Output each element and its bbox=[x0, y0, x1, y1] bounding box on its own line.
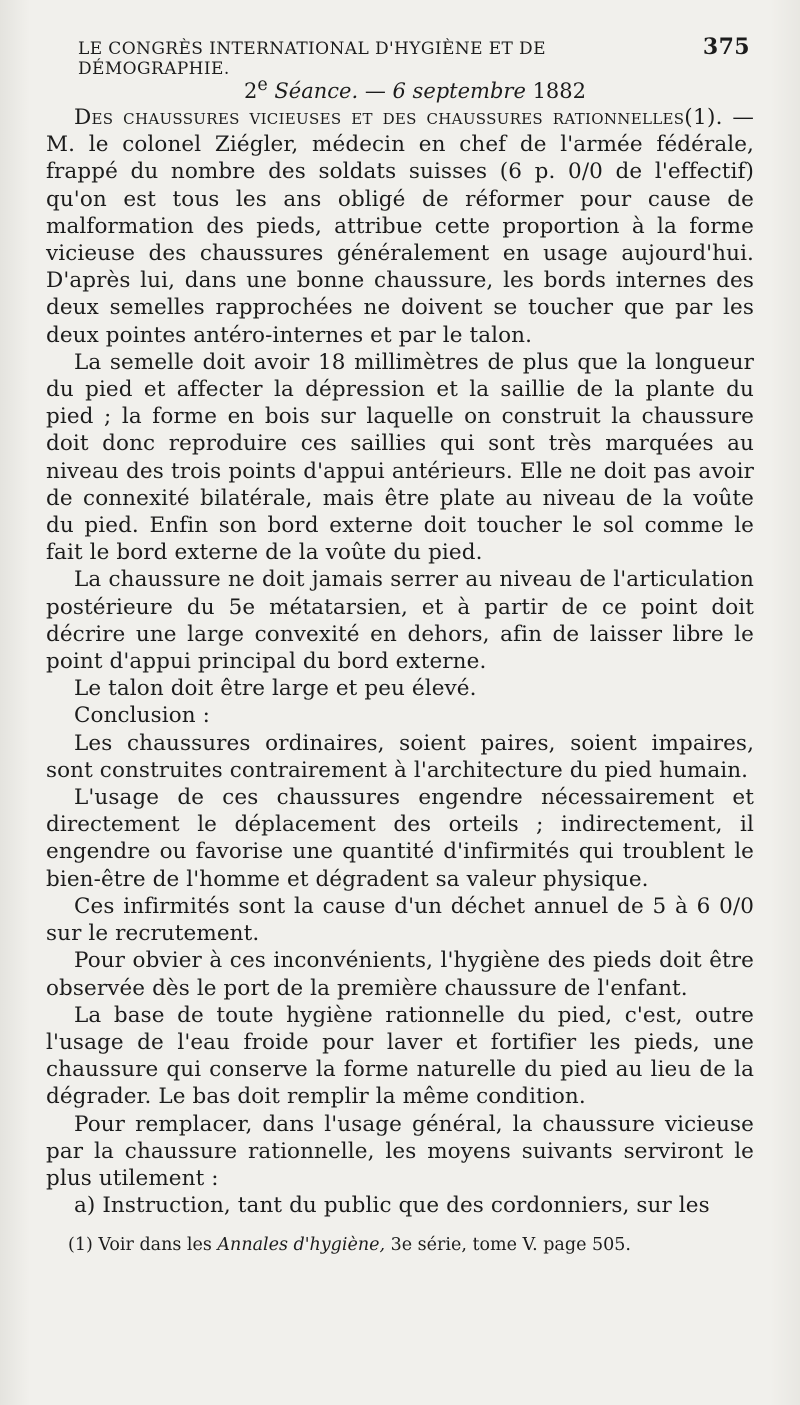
paragraph-1: — M. le colonel Ziégler, médecin en chef de l'armée fédérale, frappé du nombre des soldats suisses (6 p. 0/0 de l'effectif) qu'on est tous les ans obligé de réformer pour cause de malformation des pieds, attribue cette proportion à la forme vicieuse des chaussures généralement en usage aujourd'hui. D'après lui, dans une bonne chaussure, les bords internes des deux semelles rapprochées ne doivent se toucher que par les deux pointes antéro-internes et par le talon. bbox=[46, 105, 754, 348]
paragraph-8: Ces infirmités sont la cause d'un déchet annuel de 5 à 6 0/0 sur le recrutement. bbox=[46, 893, 754, 947]
paragraph-3: La chaussure ne doit jamais serrer au niveau de l'articulation postérieure du 5e métatarsien, et à partir de ce point doit décrire une large convexité en dehors, afin de laisser libre le point d'appui principal du bord externe. bbox=[46, 567, 754, 675]
session-sup: e bbox=[257, 75, 268, 95]
footnote-journal: Annales d'hygiène, bbox=[217, 1235, 386, 1256]
page-number: 375 bbox=[702, 34, 750, 60]
session-sep: — bbox=[364, 79, 386, 103]
article-body bbox=[46, 104, 754, 1219]
paragraph-9: Pour obvier à ces inconvénients, l'hygiène des pieds doit être observée dès le port de la première chaussure de l'enfant. bbox=[46, 948, 754, 1001]
session-label: Séance. bbox=[274, 79, 359, 103]
paragraph-2: La semelle doit avoir 18 millimètres de plus que la longueur du pied et affecter la dépression et la saillie de la plante du pied ; la forme en bois sur laquelle on construit la chaussure doit donc reproduire ces saillies qui sont très marquées au niveau des trois points d'appui antérieurs. Elle ne doit pas avoir de connexité bilatérale, mais être plate au niveau de la voûte du pied. Enfin son bord externe doit toucher le sol comme le fait le bord externe de la voûte du pied. bbox=[46, 349, 754, 566]
session-date: 6 septembre bbox=[392, 79, 526, 103]
paragraph-7: L'usage de ces chaussures engendre nécessairement et directement le déplacement des orteils ; indirectement, il engendre ou favorise une quantité d'infirmités qui troublent le bien-être de l'homme et dégradent sa valeur physique. bbox=[46, 785, 754, 892]
paragraph-5: Conclusion : bbox=[74, 703, 210, 729]
paragraph-10: La base de toute hygiène rationnelle du pied, c'est, outre l'usage de l'eau froide pour laver et fortifier les pieds, une chaussure qui conserve la forme naturelle du pied au lieu de la dégrader. Le bas doit remplir la même condition. bbox=[46, 1002, 754, 1110]
article-title: Des chaussures vicieuses et des chaussures rationnelles(1). bbox=[74, 105, 723, 130]
running-head bbox=[78, 34, 750, 79]
session-number: 2 bbox=[243, 79, 258, 103]
session-year: 1882 bbox=[532, 79, 587, 103]
running-head-title: LE CONGRÈS INTERNATIONAL D'HYGIÈNE ET DE DÉMOGRAPHIE. bbox=[78, 39, 546, 79]
paragraph-4: Le talon doit être large et peu élevé. bbox=[74, 676, 477, 702]
article-title-line bbox=[46, 104, 754, 349]
paragraph-12: a) Instruction, tant du public que des cordonniers, sur les bbox=[74, 1193, 710, 1219]
paragraph-11: Pour remplacer, dans l'usage général, la chaussure vicieuse par la chaussure rationnelle, les moyens suivants serviront le plus utilement : bbox=[46, 1111, 754, 1191]
paragraph-6: Les chaussures ordinaires, soient paires, soient impaires, sont construites contrairement à l'architecture du pied humain. bbox=[46, 730, 754, 783]
footnote-prefix: (1) Voir dans les bbox=[68, 1235, 218, 1256]
footnote bbox=[68, 1233, 754, 1257]
footnote-suffix: 3e série, tome V. page 505. bbox=[385, 1235, 631, 1256]
